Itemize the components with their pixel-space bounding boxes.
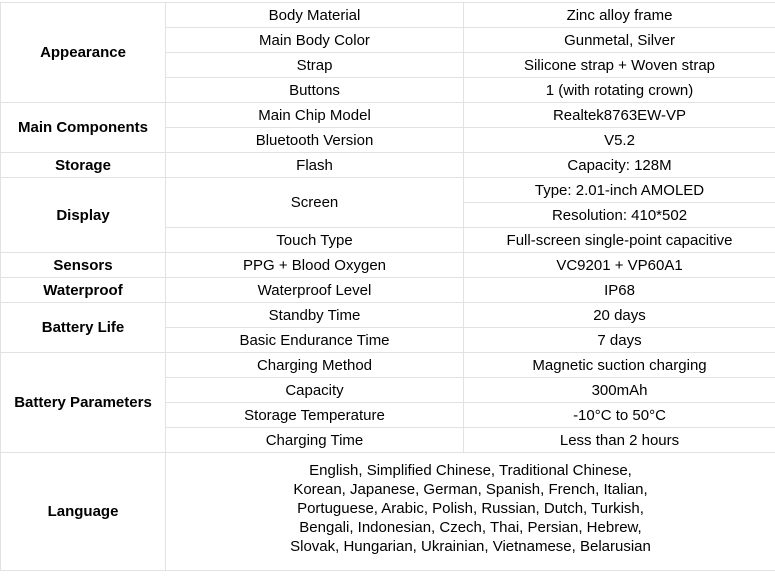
category-cell-main-components: Main Components	[1, 103, 166, 153]
category-cell-appearance: Appearance	[1, 3, 166, 103]
category-cell-display: Display	[1, 178, 166, 253]
value-cell: Less than 2 hours	[464, 428, 775, 453]
feature-cell: Charging Time	[166, 428, 464, 453]
value-cell: Realtek8763EW-VP	[464, 103, 775, 128]
value-cell: Magnetic suction charging	[464, 353, 775, 378]
table-row	[1, 303, 775, 328]
feature-cell-screen: Screen	[166, 178, 464, 228]
value-cell: 20 days	[464, 303, 775, 328]
feature-cell: Buttons	[166, 78, 464, 103]
value-cell: 1 (with rotating crown)	[464, 78, 775, 103]
feature-cell: Body Material	[166, 3, 464, 28]
value-cell: V5.2	[464, 128, 775, 153]
language-line: English, Simplified Chinese, Traditional Chinese,	[176, 461, 765, 480]
feature-cell: Standby Time	[166, 303, 464, 328]
category-cell-language: Language	[1, 453, 166, 571]
language-line: Portuguese, Arabic, Polish, Russian, Dutch, Turkish,	[176, 499, 765, 518]
feature-cell: Main Body Color	[166, 28, 464, 53]
category-cell-sensors: Sensors	[1, 253, 166, 278]
value-cell: Zinc alloy frame	[464, 3, 775, 28]
language-line: Slovak, Hungarian, Ukrainian, Vietnamese, Belarusian	[176, 537, 765, 556]
feature-cell: Main Chip Model	[166, 103, 464, 128]
feature-cell: Storage Temperature	[166, 403, 464, 428]
feature-cell: Touch Type	[166, 228, 464, 253]
feature-cell: Basic Endurance Time	[166, 328, 464, 353]
value-cell: IP68	[464, 278, 775, 303]
table-row	[1, 253, 775, 278]
value-cell: -10°C to 50°C	[464, 403, 775, 428]
value-cell: Resolution: 410*502	[464, 203, 775, 228]
category-cell-battery-life: Battery Life	[1, 303, 166, 353]
spec-table	[0, 2, 775, 571]
value-cell: Gunmetal, Silver	[464, 28, 775, 53]
table-row	[1, 453, 775, 571]
table-row	[1, 3, 775, 28]
category-cell-battery-parameters: Battery Parameters	[1, 353, 166, 453]
language-list	[166, 453, 775, 571]
value-cell: 300mAh	[464, 378, 775, 403]
feature-cell: Charging Method	[166, 353, 464, 378]
language-line: Korean, Japanese, German, Spanish, French, Italian,	[176, 480, 765, 499]
table-row	[1, 153, 775, 178]
table-row	[1, 103, 775, 128]
value-cell: Full-screen single-point capacitive	[464, 228, 775, 253]
feature-cell: Bluetooth Version	[166, 128, 464, 153]
language-line: Bengali, Indonesian, Czech, Thai, Persian, Hebrew,	[176, 518, 765, 537]
value-cell: Type: 2.01-inch AMOLED	[464, 178, 775, 203]
category-cell-waterproof: Waterproof	[1, 278, 166, 303]
value-cell: 7 days	[464, 328, 775, 353]
value-cell: Silicone strap + Woven strap	[464, 53, 775, 78]
feature-cell: Strap	[166, 53, 464, 78]
feature-cell: PPG + Blood Oxygen	[166, 253, 464, 278]
value-cell: VC9201 + VP60A1	[464, 253, 775, 278]
feature-cell: Waterproof Level	[166, 278, 464, 303]
table-row	[1, 353, 775, 378]
value-cell: Capacity: 128M	[464, 153, 775, 178]
category-cell-storage: Storage	[1, 153, 166, 178]
table-row	[1, 278, 775, 303]
table-row	[1, 178, 775, 203]
feature-cell: Capacity	[166, 378, 464, 403]
feature-cell: Flash	[166, 153, 464, 178]
